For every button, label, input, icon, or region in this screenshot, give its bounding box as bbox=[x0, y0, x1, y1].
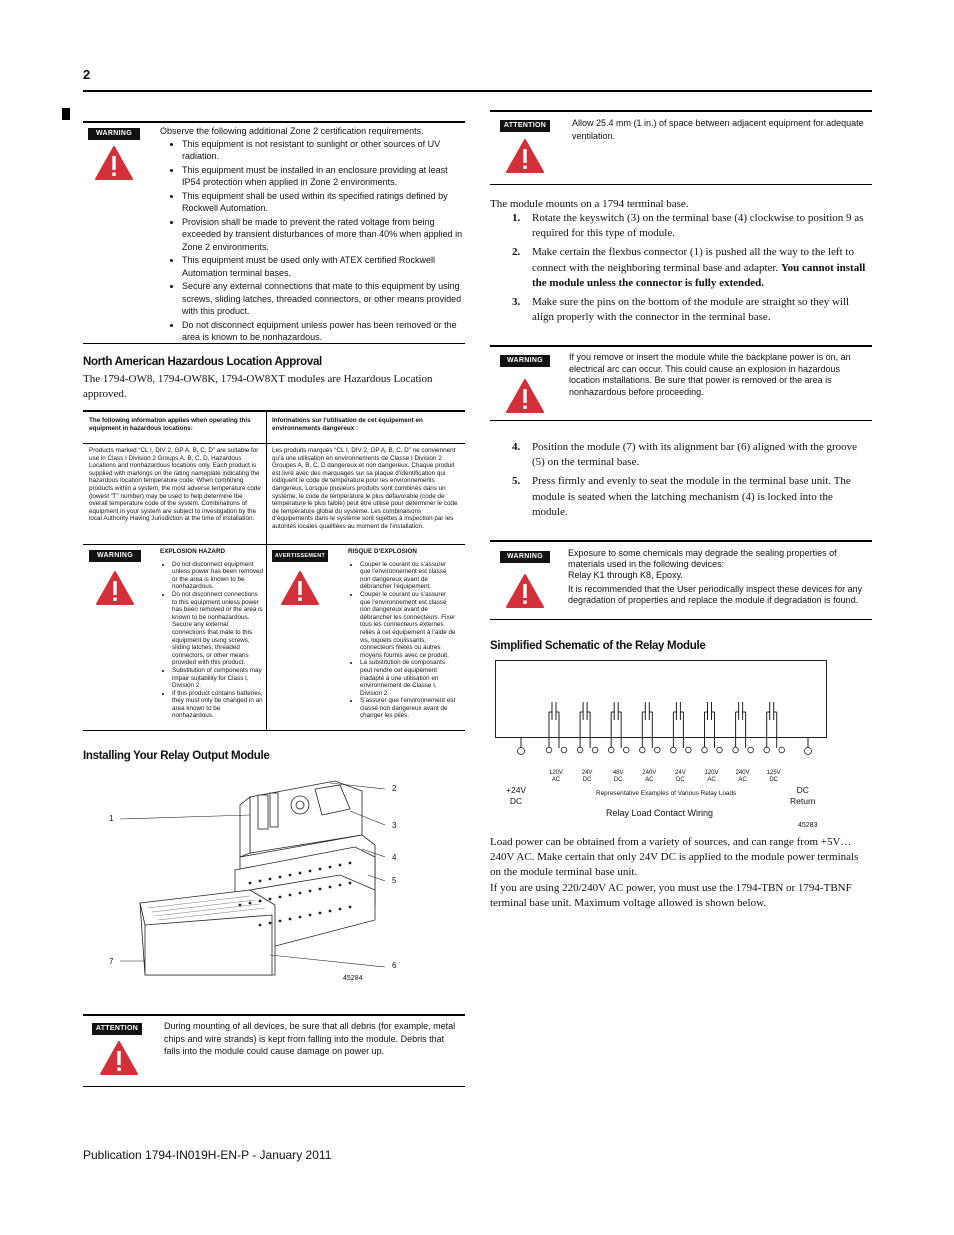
dc-return-label-2: Return bbox=[790, 796, 816, 806]
warning-chem-text-2: Relay K1 through K8, Epoxy. bbox=[568, 570, 683, 580]
list-item: • Secure any external connections that mate to this equipment by using screws, sliding latches, threaded connectors, or other means provided with this product. bbox=[182, 280, 464, 318]
voltage-label: 24V DC bbox=[675, 770, 686, 783]
explosion-hazard-title: EXPLOSION HAZARD bbox=[160, 548, 226, 555]
warning-badge: WARNING bbox=[500, 355, 550, 367]
callout-5: 5 bbox=[392, 876, 397, 885]
attention-debris-text: During mounting of all devices, be sure that all debris (for example, metal chips and wire strands) is kept from falling into the module. Debris that falls into the module could cause damage on power up. bbox=[164, 1021, 456, 1056]
warning-chem-text-1: Exposure to some chemicals may degrade the sealing properties of materials used in the following devices: bbox=[568, 548, 837, 569]
install-figure bbox=[100, 775, 410, 990]
list-item: • Do not disconnect equipment unless power has been removed or the area is known to be nonhazardous. bbox=[172, 561, 263, 591]
callout-2: 2 bbox=[392, 784, 397, 793]
list-item: • This equipment must be installed in an enclosure providing at least IP54 protection when applied in Zone 2 environments. bbox=[182, 164, 464, 189]
risque-explosion-title: RISQUE D’EXPLOSION bbox=[348, 548, 417, 555]
warning-triangle-icon bbox=[505, 378, 545, 414]
step-number: 5. bbox=[512, 475, 521, 488]
warning-triangle-icon bbox=[505, 138, 545, 174]
hazloc-table-bottom-rule bbox=[83, 730, 465, 731]
callout-4: 4 bbox=[392, 853, 397, 862]
step-number: 1. bbox=[512, 212, 521, 224]
mounting-steps-4-5 bbox=[490, 440, 870, 524]
explosion-hazard-block bbox=[160, 548, 263, 720]
voltage-label: 120V AC bbox=[548, 770, 563, 783]
risque-explosion-block bbox=[348, 548, 458, 720]
list-item: • This equipment shall be used within its specified ratings defined by Rockwell Automation. bbox=[182, 190, 464, 215]
mounting-steps-1-3 bbox=[490, 211, 870, 329]
attention-vent-text: Allow 25.4 mm (1 in.) of space between adjacent equipment for adequate ventilation. bbox=[572, 118, 864, 141]
terminal-point bbox=[748, 747, 754, 753]
plus24v-label: +24V bbox=[506, 785, 527, 795]
warning-triangle-icon bbox=[280, 570, 320, 606]
voltage-label: 24V DC bbox=[581, 770, 593, 783]
step-number: 2. bbox=[512, 246, 521, 259]
warning-zone2-list bbox=[160, 138, 464, 344]
step-number: 4. bbox=[512, 441, 521, 453]
warning-zone2-intro: Observe the following additional Zone 2 certification requirements. bbox=[160, 126, 424, 136]
list-item: • S’assurer que l’environnement est classé non dangereux avant de changer les piles. bbox=[360, 697, 458, 720]
warning-badge: WARNING bbox=[88, 128, 140, 140]
step-text: Press firmly and evenly to seat the module in the terminal base unit. The module is seated when the latching mechanism (4) is locked into the module. bbox=[532, 475, 851, 518]
warning-triangle-icon bbox=[99, 1040, 139, 1076]
terminal-point bbox=[764, 747, 770, 753]
section-marker bbox=[62, 108, 70, 120]
power-text bbox=[490, 835, 872, 911]
step-5 bbox=[490, 474, 870, 520]
power-paragraph-2: If you are using 220/240V AC power, you must use the 1794-TBN or 1794-TBNF terminal base unit. Maximum voltage allowed is shown below. bbox=[490, 881, 852, 909]
terminal-point bbox=[592, 747, 598, 753]
terminal-point bbox=[577, 747, 583, 753]
warning-badge: WARNING bbox=[500, 551, 550, 563]
list-item: • Couper le courant ou s’assurer que l’environnement est classé non dangereux avant de débrancher l’équipement. bbox=[360, 561, 458, 591]
supply-return-terminal bbox=[805, 748, 812, 755]
warning-zone2-top-rule bbox=[83, 121, 465, 123]
warning-triangle-icon bbox=[505, 573, 545, 609]
list-item: • Couper le courant ou s’assurer que l’environnement est classé non dangereux avant de débrancher les connecteurs. Fixer tous les connecteurs externes reliés à cet équipement à l’aide de vis, loquets coulissants, connecteurs filetés ou autres moyens fournis avec ce produit. bbox=[360, 591, 458, 659]
warning-chem-top-rule bbox=[490, 540, 872, 542]
mounting-intro: The module mounts on a 1794 terminal base. bbox=[490, 198, 689, 210]
callout-3: 3 bbox=[392, 821, 397, 830]
callout-6: 6 bbox=[392, 961, 397, 970]
list-item: • If this product contains batteries, they must only be changed in an area known to be nonhazardous. bbox=[172, 690, 263, 720]
terminal-point bbox=[717, 747, 723, 753]
warning-chem-text bbox=[568, 548, 868, 606]
list-item: • Substitution of components may impair suitability for Class I, Division 2. bbox=[172, 667, 263, 690]
warning-chem-bottom-rule bbox=[490, 619, 872, 620]
attention-debris-bottom-rule bbox=[83, 1086, 465, 1087]
warning-power-bottom-rule bbox=[490, 420, 872, 421]
terminal-point bbox=[561, 747, 567, 753]
terminal-point bbox=[671, 747, 677, 753]
step-text: Rotate the keyswitch (3) on the terminal base (4) clockwise to position 9 as required for this type of module. bbox=[532, 212, 864, 240]
install-figure-id: 45284 bbox=[343, 975, 363, 982]
list-item: • Do not disconnect connections to this equipment unless power has been removed or the area is known to be nonhazardous. Secure any external connections that mate to this equipment by using screws, sliding latches, threaded connectors, or other means provided with this product. bbox=[172, 591, 263, 667]
warning-badge: WARNING bbox=[89, 550, 141, 562]
schematic-left-label bbox=[506, 785, 526, 807]
warning-triangle-icon bbox=[95, 570, 135, 606]
explosion-hazard-list bbox=[160, 561, 263, 720]
install-heading: Installing Your Relay Output Module bbox=[83, 750, 270, 762]
voltage-label: 125V DC bbox=[766, 770, 781, 783]
terminal-point bbox=[686, 747, 692, 753]
warning-power-text: If you remove or insert the module while the backplane power is on, an electrical arc can occur. This could cause an explosion in hazardous location installations. Be sure that power is removed or the area is nonhazardous before proceeding. bbox=[569, 352, 851, 397]
terminal-point bbox=[623, 747, 629, 753]
terminal-point bbox=[779, 747, 785, 753]
hazloc-heading: North American Hazardous Location Approval bbox=[83, 356, 322, 368]
step-1 bbox=[490, 211, 870, 241]
attention-vent-top-rule bbox=[490, 110, 872, 112]
avertissement-badge: AVERTISSEMENT bbox=[272, 550, 328, 562]
terminal-point bbox=[702, 747, 708, 753]
warning-zone2-bottom-rule bbox=[83, 343, 465, 344]
wiring-label: Relay Load Contact Wiring bbox=[606, 808, 714, 818]
terminal-point bbox=[640, 747, 646, 753]
terminal-point bbox=[546, 747, 552, 753]
warning-power-top-rule bbox=[490, 345, 872, 347]
schematic-figure-id: 45283 bbox=[798, 822, 818, 829]
step-text: Make certain the flexbus connector (1) is pushed all the way to the left to connect with the neighboring terminal base and adapter. bbox=[532, 246, 854, 274]
dc-label: DC bbox=[509, 796, 523, 806]
callout-1: 1 bbox=[109, 814, 114, 823]
list-item: • This equipment must be used only with ATEX certified Rockwell Automation terminal bases. bbox=[182, 254, 464, 279]
step-2 bbox=[490, 245, 870, 291]
hazloc-left-body: Products marked “CL I, DIV 2, GP A, B, C, D” are suitable for use in Class I Division 2 Groups A, B, C, D, Hazardous Locations and nonhazardous locations only. Each product is supplied with markings on the rating nameplate indicating the hazardous location temperature code. When combining products within a system, the most adverse temperature code (lowest “T” number) may be used to help determine the overall temperature code of the system. Combinations of equipment in your system are subject to investigation by the local Authority Having Jurisdiction at the time of installation. bbox=[89, 447, 261, 523]
hazloc-table-top-rule bbox=[83, 410, 465, 412]
relay-schematic bbox=[495, 660, 827, 760]
attention-badge: ATTENTION bbox=[500, 120, 550, 132]
footer-publication: Publication 1794-IN019H-EN-P - January 2011 bbox=[83, 1148, 332, 1162]
attention-vent-bottom-rule bbox=[490, 184, 872, 185]
list-item: • Do not disconnect equipment unless power has been removed or the area is known to be nonhazardous. bbox=[182, 319, 464, 344]
step-number: 3. bbox=[512, 296, 521, 309]
risque-explosion-list bbox=[348, 561, 458, 720]
hazloc-table-divider bbox=[266, 412, 267, 730]
hazloc-right-head: Informations sur l’utilisation de cet équipement en environnements dangereux : bbox=[272, 417, 423, 432]
voltage-label: 240V AC bbox=[642, 770, 657, 783]
step-text: Position the module (7) with its alignment bar (6) aligned with the groove (5) on the terminal base. bbox=[532, 441, 858, 469]
hazloc-text: The 1794-OW8, 1794-OW8K, 1794-OW8XT modules are Hazardous Location approved. bbox=[83, 373, 433, 401]
dc-return-label-1: DC bbox=[796, 785, 809, 795]
page-number: 2 bbox=[83, 67, 91, 82]
hazloc-left-head: The following information applies when operating this equipment in hazardous locations: bbox=[89, 417, 251, 432]
hazloc-body-rule bbox=[83, 544, 465, 545]
step-2-emphasis: You cannot install the module unless the connector is fully extended. bbox=[532, 261, 866, 289]
step-3 bbox=[490, 295, 870, 325]
terminal-point bbox=[655, 747, 661, 753]
voltage-label: 240V AC bbox=[735, 770, 750, 783]
schematic-right-label bbox=[790, 785, 816, 807]
list-item: • Provision shall be made to prevent the rated voltage from being exceeded by transient disturbances of more than 40% when applied in Zone 2 environments. bbox=[182, 216, 464, 254]
supply-plus-terminal bbox=[518, 748, 525, 755]
terminal-point bbox=[733, 747, 739, 753]
voltage-label: 48V DC bbox=[612, 770, 624, 783]
header-rule bbox=[83, 90, 872, 92]
attention-badge: ATTENTION bbox=[92, 1023, 142, 1035]
step-4 bbox=[490, 440, 870, 470]
schematic-heading: Simplified Schematic of the Relay Module bbox=[490, 640, 706, 652]
step-text: Make sure the pins on the bottom of the module are straight so they will align properly with the connector in the terminal base. bbox=[532, 296, 850, 324]
rep-label: Representative Examples of Various Relay Loads bbox=[596, 790, 737, 797]
warning-triangle-icon bbox=[94, 145, 134, 181]
voltage-label: 120V AC bbox=[704, 770, 719, 783]
terminal-point bbox=[608, 747, 614, 753]
attention-debris-top-rule bbox=[83, 1014, 465, 1016]
warning-chem-text-3: It is recommended that the User periodically inspect these devices for any degradation of properties and replace the module if degradation is found. bbox=[568, 584, 863, 605]
list-item: • This equipment is not resistant to sunlight or other sources of UV radiation. bbox=[182, 138, 464, 163]
list-item: • La substitution de composants peut rendre cet équipement inadapté à une utilisation en environnement de Classe I, Division 2. bbox=[360, 659, 458, 697]
warning-zone2-body bbox=[160, 125, 464, 345]
power-paragraph-1: Load power can be obtained from a variety of sources, and can range from +5V…240V AC. Make certain that only 24V DC is applied to the module power terminals on the module terminal base unit. bbox=[490, 836, 859, 879]
hazloc-right-body: Les produits marqués “CL I, DIV 2, GP A, B, C, D” ne conviennent qu’à une utilisation en environnements de Classe I Division 2 Groupes A, B, C, D dangereux et non dangereux. Chaque produit est livré avec des marquages sur sa plaque d’identification qui indiquent le code de température pour les environnements dangereux. Lorsque plusieurs produits sont combinés dans un système, le code de température le plus défavorable (code de température le plus faible) peut être utilisé pour déterminer le code de température global du système. Les combinaisons d’équipements dans le système sont sujettes à inspection par les autorités locales qualifiées au moment de l’installation. bbox=[272, 447, 458, 530]
callout-7: 7 bbox=[109, 957, 114, 966]
hazloc-head-rule bbox=[83, 443, 465, 444]
